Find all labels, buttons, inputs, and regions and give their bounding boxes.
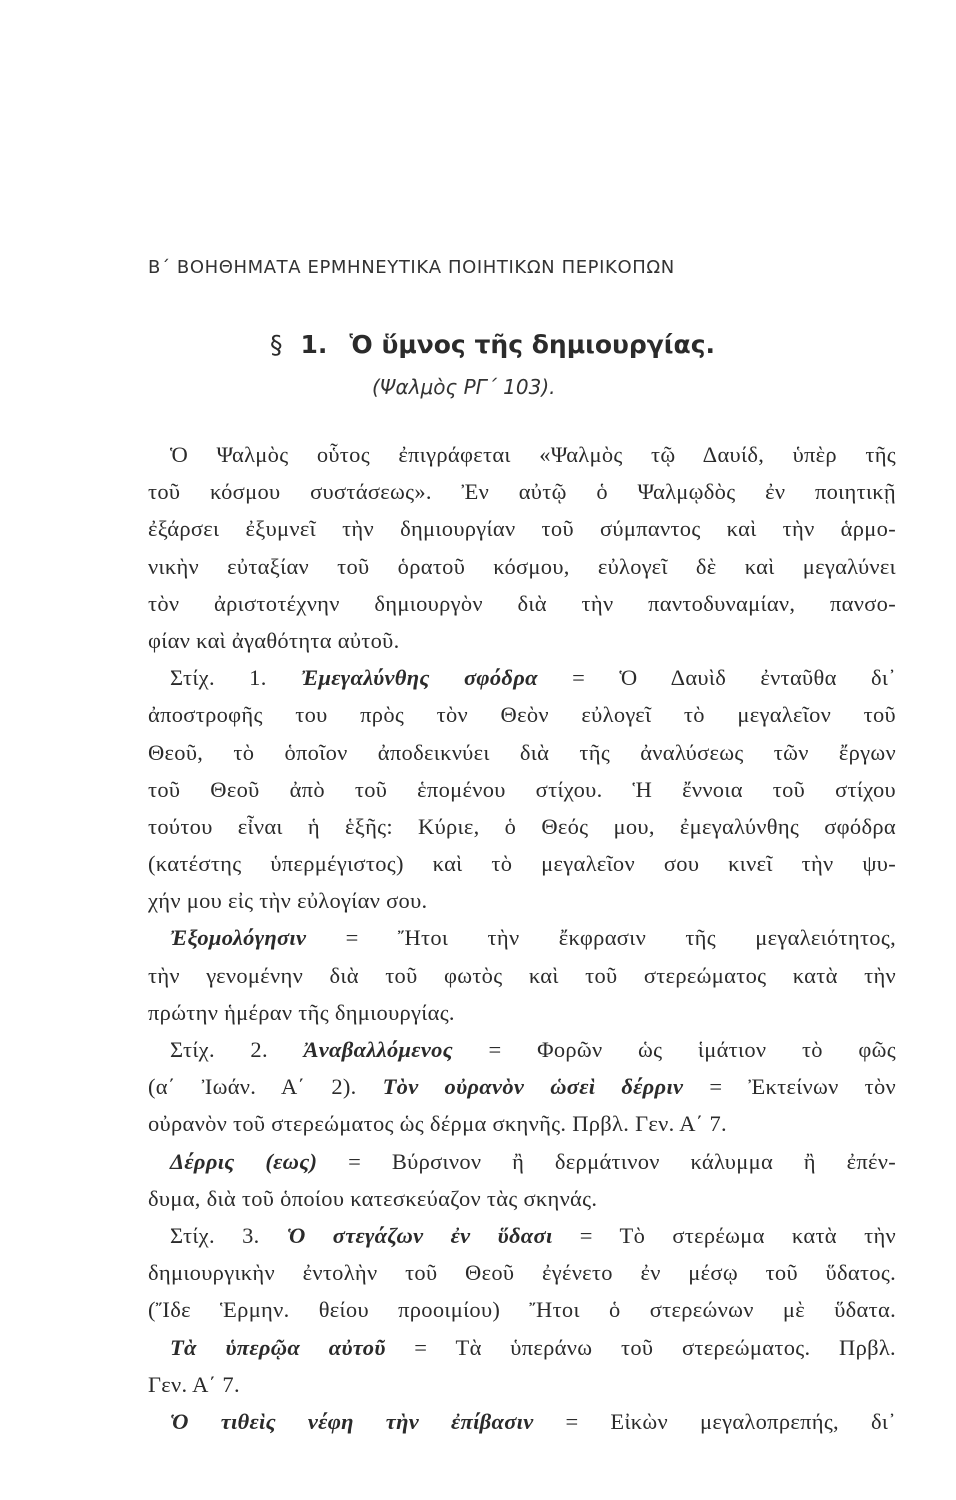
text-run: τούτου εἶναι ἡ ἑξῆς: Κύριε, ὁ Θεός μου, ἐμεγαλύνθης σφόδρα [148,813,896,839]
text-run: Θεοῦ, τὸ ὁποῖον ἀποδεικνύει διὰ τῆς ἀναλύσεως τῶν ἔργων [148,739,896,765]
lemma: Ἀναβαλλόμενος [303,1037,453,1062]
text-line [148,1217,896,1254]
text-run: = Εἰκὼν μεγαλοπρεπής, δι᾽ [533,1408,896,1434]
text-line [148,585,896,622]
text-run: τοῦ κόσμου συστάσεως». Ἐν αὐτῷ ὁ Ψαλμῳδὸς ἐν ποιητικῇ [148,479,896,505]
text-line [148,696,896,733]
text-run: τὴν γενομένην διὰ τοῦ φωτὸς καὶ τοῦ στερεώματος κατὰ τὴν [148,962,896,988]
lemma: Τὰ ὑπερῷα αὐτοῦ [170,1334,386,1360]
chapter-heading: Β΄ ΒΟΗΘΗΜΑΤΑ ΕΡΜΗΝΕΥΤΙΚΑ ΠΟΙΗΤΙΚΩΝ ΠΕΡΙΚΟΠΩΝ [148,257,675,278]
text-line [148,1254,896,1291]
text-line [148,845,896,882]
text-line [148,734,896,771]
text-run: τοῦ Θεοῦ ἀπὸ τοῦ ἑπομένου στίχου. Ἡ ἔννοια τοῦ στίχου [148,776,896,802]
body-text [148,436,896,1440]
text-run: = Ὁ Δαυὶδ ἐνταῦθα δι᾽ [537,665,896,691]
section-subtitle: (Ψαλμὸς ΡΓ΄ 103). [372,375,556,399]
text-line [148,436,896,473]
section-symbol: § [270,330,283,359]
text-run: νικὴν εὐταξίαν τοῦ ὁρατοῦ κόσμου, εὐλογεῖ δὲ καὶ μεγαλύνει [148,553,896,579]
text-line [148,622,896,659]
section-title [270,330,715,359]
text-line [148,659,896,696]
lemma: Τὸν οὐρανὸν ὡσεὶ δέρριν [382,1074,684,1100]
text-line [148,473,896,510]
lemma: Ὁ στεγάζων ἐν ὕδασι [286,1222,553,1248]
text-line [148,808,896,845]
lemma: Ἐμεγαλύνθης σφόδρα [300,665,538,691]
text-line [148,994,896,1031]
text-run: Στίχ. 1. [170,665,301,691]
text-run: (Ἴδε Ἑρμην. θείου προοιμίου) Ἤτοι ὁ στερεώνων μὲ ὕδατα. [148,1297,896,1323]
text-run: (α΄ Ἰωάν. Α΄ 2). [148,1074,383,1100]
text-run: φίαν καὶ ἀγαθότητα αὐτοῦ. [148,627,400,653]
text-run: Στίχ. 3. [170,1222,287,1248]
text-line [148,1291,896,1328]
text-line [148,1180,896,1217]
text-run: τὸν ἀριστοτέχνην δημιουργὸν διὰ τὴν παντοδυναμίαν, πανσο- [148,590,896,616]
text-line [148,1143,896,1180]
lemma: Ἐξομολόγησιν [170,925,307,951]
text-line [148,919,896,956]
text-run: = Ἤτοι τὴν ἔκφρασιν τῆς μεγαλειότητος, [306,925,896,951]
text-run: δημιουργικὴν ἐντολὴν τοῦ Θεοῦ ἐγένετο ἐν μέσῳ τοῦ ὕδατος. [148,1260,896,1286]
text-run: = Βύρσινον ἢ δερμάτινον κάλυμμα ἢ ἐπέν- [317,1148,896,1174]
text-run: δυμα, διὰ τοῦ ὁποίου κατεσκεύαζον τὰς σκηνάς. [148,1185,598,1211]
section-title-text: Ὁ ὕμνος τῆς δημιουργίας. [349,330,716,359]
lemma: Ὁ τιθεὶς νέφη τὴν ἐπίβασιν [170,1408,534,1434]
text-line [148,510,896,547]
text-run: χήν μου εἰς τὴν εὐλογίαν σου. [148,888,428,914]
text-line [148,1403,896,1440]
text-line [148,1031,896,1068]
text-run: οὐρανὸν τοῦ στερεώματος ὡς δέρμα σκηνῆς. Πρβλ. Γεν. Α΄ 7. [148,1111,727,1137]
section-number: 1. [300,330,328,359]
text-run: ἀποστροφῆς του πρὸς τὸν Θεὸν εὐλογεῖ τὸ μεγαλεῖον τοῦ [148,702,896,728]
text-line [148,1105,896,1142]
text-run: Στίχ. 2. [170,1037,304,1062]
text-line [148,1366,896,1403]
text-run: = Φορῶν ὡς ἱμάτιον τὸ φῶς [453,1037,896,1062]
text-line [148,957,896,994]
text-line [148,771,896,808]
text-run: = Ἐκτείνων τὸν [683,1074,896,1100]
text-run: (κατέστης ὑπερμέγιστος) καὶ τὸ μεγαλεῖον σου κινεῖ τὴν ψυ- [148,851,896,877]
text-run: = Τὸ στερέωμα κατὰ τὴν [552,1222,896,1248]
text-run: Ὁ Ψαλμὸς οὗτος ἐπιγράφεται «Ψαλμὸς τῷ Δαυίδ, ὑπὲρ τῆς [170,442,896,467]
text-run: ἐξάρσει ἐξυμνεῖ τὴν δημιουργίαν τοῦ σύμπαντος καὶ τὴν ἁρμο- [148,516,896,542]
text-line [148,882,896,919]
lemma: Δέρρις (εως) [170,1148,318,1174]
text-run: πρώτην ἡμέραν τῆς δημιουργίας. [148,999,455,1025]
text-run: Γεν. Α΄ 7. [148,1371,240,1397]
text-line [148,1329,896,1366]
text-line [148,548,896,585]
text-run: = Τὰ ὑπεράνω τοῦ στερεώματος. Πρβλ. [385,1334,896,1360]
text-line [148,1068,896,1105]
